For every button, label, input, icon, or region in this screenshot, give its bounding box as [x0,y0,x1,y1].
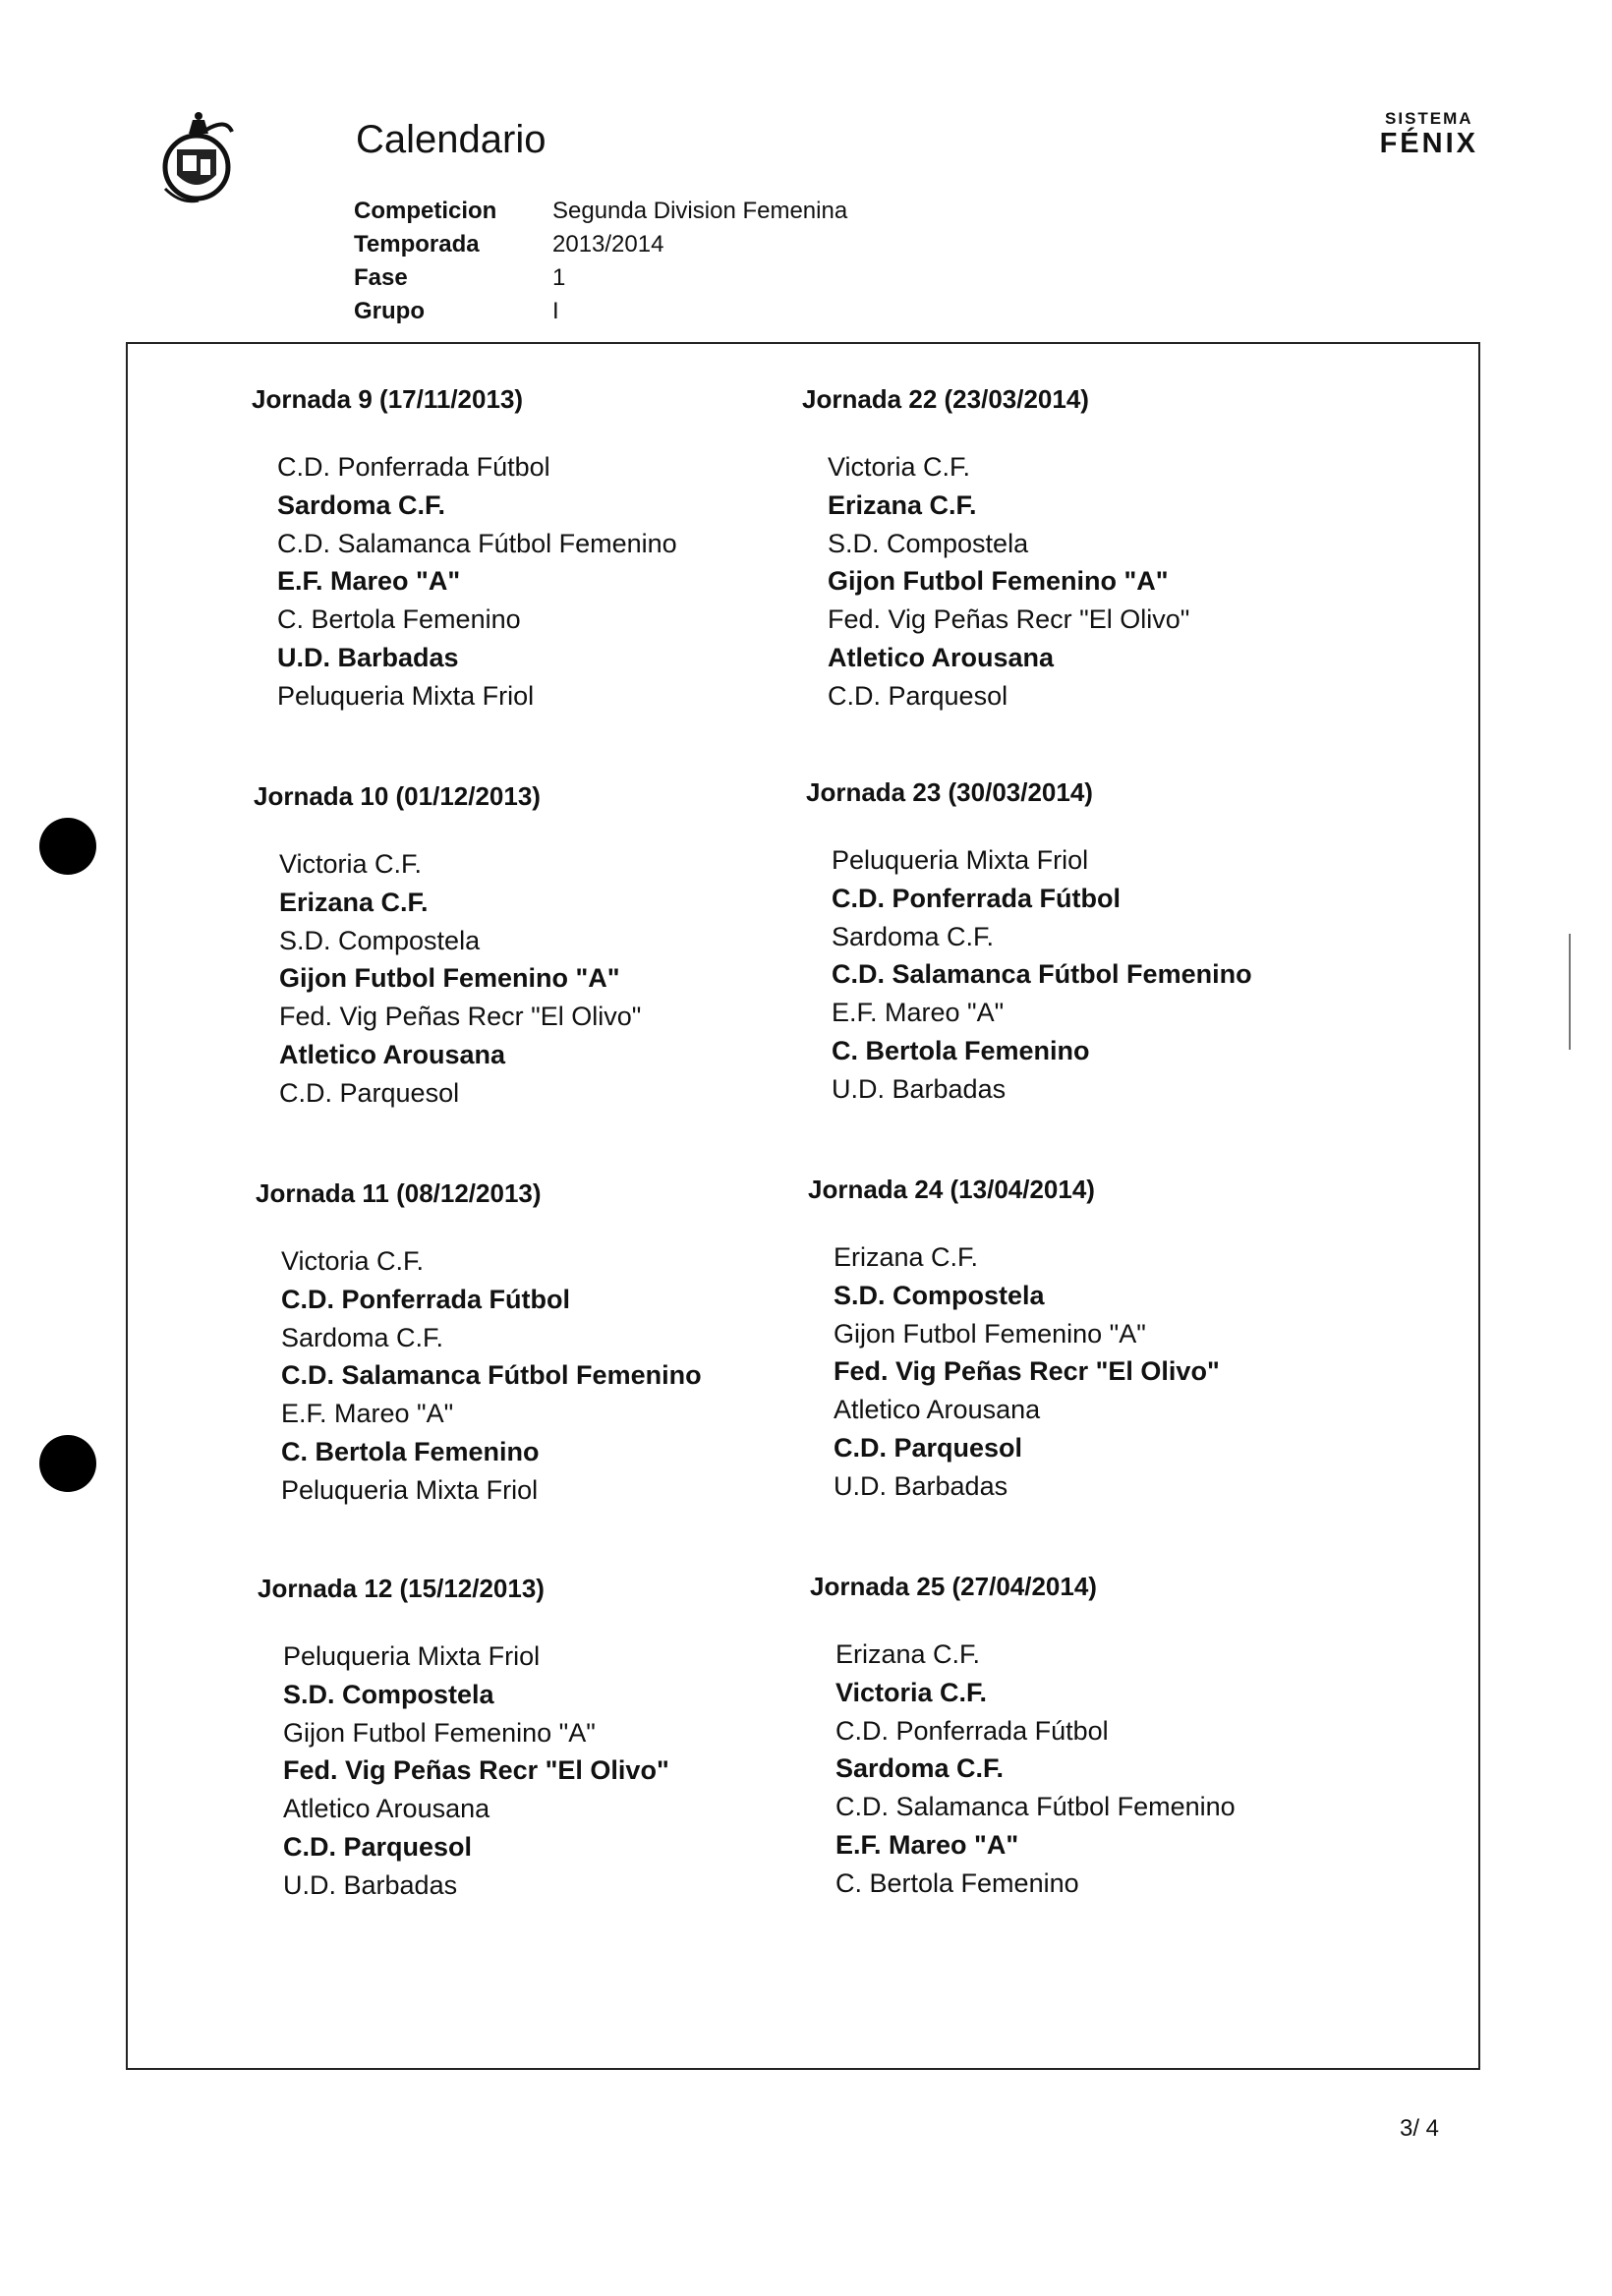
team-item: U.D. Barbadas [834,1470,1008,1501]
team-item: C.D. Parquesol [834,1432,1023,1463]
punch-hole [39,818,96,875]
team-item: C. Bertola Femenino [832,1035,1090,1065]
team-item: Peluqueria Mixta Friol [283,1641,541,1671]
round-title: Jornada 10 (01/12/2013) [254,781,541,811]
team-item: E.F. Mareo "A" [277,566,461,597]
round-title: Jornada 22 (23/03/2014) [802,384,1089,414]
meta-row-temporada [354,228,847,261]
team-item: Fed. Vig Peñas Recr "El Olivo" [279,1002,642,1032]
team-item: Victoria C.F. [279,849,423,879]
team-list [277,448,677,716]
round-block-jornada-10 [254,780,641,1113]
team-list [832,841,1252,1109]
team-item: C. Bertola Femenino [277,604,521,635]
team-item: Sardoma C.F. [832,921,995,951]
team-list [283,1637,669,1905]
team-item: C.D. Parquesol [828,680,1008,711]
team-item: Sardoma C.F. [835,1753,1005,1784]
round-title: Jornada 9 (17/11/2013) [252,384,524,414]
team-item: Atletico Arousana [828,642,1055,672]
team-list [828,448,1189,716]
meta-row-grupo [354,295,847,328]
page-title: Calendario [356,118,547,161]
competition-info [354,195,847,328]
team-item: C.D. Ponferrada Fútbol [832,883,1122,913]
team-item: S.D. Compostela [834,1280,1045,1310]
team-item: S.D. Compostela [828,528,1029,558]
team-item: U.D. Barbadas [283,1869,458,1900]
team-item: Fed. Vig Peñas Recr "El Olivo" [834,1356,1220,1387]
team-list [281,1242,702,1510]
meta-value: I [552,298,559,324]
team-item: C.D. Salamanca Fútbol Femenino [832,959,1252,990]
round-block-jornada-23 [806,776,1252,1109]
round-title: Jornada 12 (15/12/2013) [258,1574,545,1603]
team-item: Erizana C.F. [828,489,977,520]
meta-label: Temporada [354,231,480,258]
punch-hole [39,1435,96,1492]
team-item: C.D. Salamanca Fútbol Femenino [281,1360,702,1391]
meta-value: 1 [552,264,566,291]
team-item: Sardoma C.F. [277,489,446,520]
round-block-jornada-22 [802,383,1189,716]
team-item: Atletico Arousana [283,1794,490,1824]
round-title: Jornada 24 (13/04/2014) [808,1175,1095,1204]
team-item: Peluqueria Mixta Friol [832,845,1089,875]
team-list [834,1238,1220,1506]
team-item: Gijon Futbol Femenino "A" [834,1318,1146,1349]
team-item: Gijon Futbol Femenino "A" [283,1717,596,1748]
schedule-frame [126,342,1480,2070]
team-item: Sardoma C.F. [281,1322,444,1352]
team-item: Victoria C.F. [835,1677,988,1707]
team-item: Gijon Futbol Femenino "A" [279,963,620,994]
team-item: S.D. Compostela [283,1679,494,1709]
team-item: E.F. Mareo "A" [835,1829,1019,1860]
team-list [835,1636,1236,1903]
team-list [279,845,641,1113]
round-title: Jornada 11 (08/12/2013) [256,1178,542,1208]
team-item: U.D. Barbadas [277,642,459,672]
team-item: Fed. Vig Peñas Recr "El Olivo" [828,604,1190,635]
team-item: Peluqueria Mixta Friol [281,1474,539,1505]
team-item: Erizana C.F. [834,1242,979,1272]
round-block-jornada-24 [808,1174,1220,1506]
team-item: E.F. Mareo "A" [832,998,1005,1028]
meta-row-competicion [354,195,847,228]
team-item: Erizana C.F. [835,1639,981,1669]
team-item: C.D. Ponferrada Fútbol [835,1715,1109,1746]
team-item: Gijon Futbol Femenino "A" [828,566,1169,597]
team-item: Victoria C.F. [281,1246,425,1276]
federation-crest-logo [147,110,254,216]
meta-label: Fase [354,264,408,291]
team-item: C.D. Salamanca Fútbol Femenino [277,528,677,558]
round-block-jornada-12 [258,1573,669,1905]
team-item: C. Bertola Femenino [835,1867,1079,1898]
brand-bottom-text: FÉNIX [1379,128,1478,159]
meta-value: 2013/2014 [552,231,664,258]
round-block-jornada-9 [252,383,677,716]
team-item: Atletico Arousana [834,1395,1041,1425]
team-item: Fed. Vig Peñas Recr "El Olivo" [283,1755,669,1786]
team-item: C.D. Salamanca Fútbol Femenino [835,1792,1236,1822]
scan-edge-mark [1569,934,1571,1050]
meta-row-fase [354,261,847,295]
brand-top-text: SISTEMA [1385,109,1473,128]
team-item: Peluqueria Mixta Friol [277,680,535,711]
team-item: C.D. Parquesol [283,1831,473,1862]
meta-label: Competicion [354,198,497,224]
team-item: U.D. Barbadas [832,1073,1007,1104]
meta-value: Segunda Division Femenina [552,198,848,224]
team-item: C.D. Parquesol [279,1077,460,1108]
round-title: Jornada 23 (30/03/2014) [806,777,1093,807]
round-title: Jornada 25 (27/04/2014) [810,1572,1097,1601]
page-number: 3/ 4 [1400,2115,1440,2142]
meta-label: Grupo [354,298,425,324]
team-item: Erizana C.F. [279,887,429,917]
team-item: Victoria C.F. [828,452,971,482]
team-item: E.F. Mareo "A" [281,1399,454,1429]
team-item: C. Bertola Femenino [281,1436,540,1466]
round-block-jornada-25 [810,1571,1236,1903]
round-block-jornada-11 [256,1177,702,1510]
team-item: C.D. Ponferrada Fútbol [277,452,550,482]
sistema-fenix-logo [1380,110,1478,158]
team-item: C.D. Ponferrada Fútbol [281,1284,571,1314]
team-item: Atletico Arousana [279,1039,506,1069]
team-item: S.D. Compostela [279,925,481,955]
